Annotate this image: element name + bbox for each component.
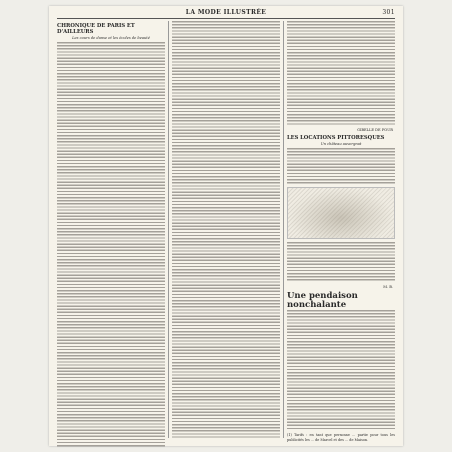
article-body [287,242,395,282]
article-body [57,42,165,448]
chateau-illustration [287,187,395,239]
article-body [287,148,395,184]
header-rule [57,18,395,19]
column-2 [172,21,280,438]
column-1 [57,21,165,438]
magazine-title: LA MODE ILLUSTRÉE [185,9,267,16]
article-title: Une pendaison nonchalante [287,291,358,310]
article-body [287,310,395,430]
locations-title: LES LOCATIONS PITTORESQUES [287,135,385,141]
author-signature: GIBELLE DE FOUR [357,128,393,132]
chronicle-title: CHRONIQUE DE PARIS ET D'AILLEURS [57,23,135,35]
column-divider [168,21,169,438]
author-signature: M. B. [383,285,393,289]
locations-subtitle: Un château auvergnat [320,142,362,146]
article-body [172,21,280,439]
footnote: (1) Tarifs : en tant que personne ... partie pour tous les publicités les ... de Marcel et des ... de Maison. [287,433,395,442]
page-number: 301 [382,9,395,16]
article-body [287,21,395,125]
chronicle-subtitle: Les cours de danse et les écoles de beauté [72,36,150,40]
column-3 [287,21,395,442]
magazine-page [49,6,403,446]
column-divider [283,21,284,438]
